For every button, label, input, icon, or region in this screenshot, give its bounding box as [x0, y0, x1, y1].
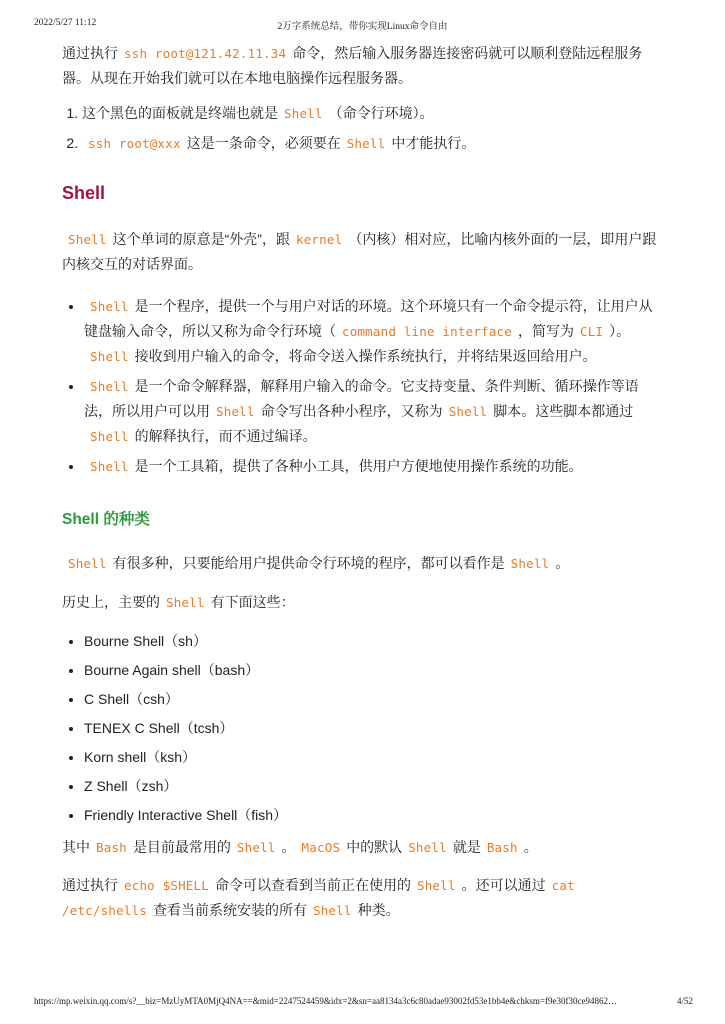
paragraph-text: 其中 [62, 839, 90, 855]
inline-code: command line interface [342, 324, 512, 339]
inline-code: Shell [90, 379, 129, 394]
paragraph-text: 种类。 [357, 902, 400, 918]
paragraph-text: 命令可以查看到当前正在使用的 [214, 877, 411, 893]
list-text: 这是一条命令，必须要在 [186, 135, 341, 151]
inline-code: echo $SHELL [124, 878, 209, 893]
history-paragraph [62, 590, 664, 615]
bullet-item [84, 374, 664, 449]
inline-code: cat /etc/shells [62, 878, 575, 918]
print-header [0, 18, 725, 32]
bullet-text: 是一个命令解释器，解释用户输入的命令。它支持变量、条件判断、循环操作等语法，所以用户可以用 [84, 378, 639, 419]
print-date: 2022/5/27 11:12 [34, 18, 97, 28]
inline-code: Shell [68, 232, 107, 247]
shell-kind-item: • Bourne Shell（sh） [84, 629, 664, 653]
intro-text: 通过执行 [62, 45, 118, 61]
intro-paragraph [62, 41, 664, 90]
bullet-text: 接收到用户输入的命令，将命令送入操作系统执行，并将结果返回给用户。 [134, 348, 597, 364]
page-number: 4/52 [676, 996, 693, 1006]
paragraph-text: 这个单词的原意是“外壳”，跟 [112, 231, 290, 247]
inline-code: MacOS [301, 840, 341, 855]
echo-paragraph [62, 873, 664, 923]
inline-code: Shell [312, 903, 352, 918]
shell-kind-item: • Z Shell（zsh） [84, 774, 664, 798]
paragraph-text: 就是 [452, 839, 481, 855]
bash-paragraph [62, 835, 664, 860]
section-heading-shell: Shell [62, 183, 106, 203]
paragraph-text: 有下面这些： [210, 594, 295, 610]
inline-code: Shell [408, 840, 447, 855]
bullet-text: 是一个程序，提供一个与用户对话的环境。这个环境只有一个命令提示符，让用户从键盘输入命令，所以又称为命令行环境（ [84, 298, 653, 339]
intro-text: 命令，然后输入服务器连接密码就可以顺利登陆远程服务器。从现在开始我们就可以在本地电脑操作远程服务器。 [62, 45, 643, 86]
paragraph-text: 通过执行 [62, 877, 118, 893]
print-footer [0, 996, 725, 1010]
inline-code: ssh root@xxx [88, 136, 181, 151]
inline-code: Shell [90, 459, 129, 474]
paragraph-text: 是目前最常用的 [132, 839, 231, 855]
bullet-text: 脚本。这些脚本都通过 [493, 403, 634, 419]
inline-code: Shell [346, 136, 386, 151]
inline-code: Shell [284, 106, 323, 121]
paragraph-text: 。 [523, 839, 538, 855]
shell-kinds-list [62, 629, 664, 827]
paragraph-text: （内核）相对应，比喻内核外面的一层，即用户跟内核交互的对话界面。 [62, 231, 657, 272]
kinds-paragraph [62, 551, 664, 576]
shell-bullet-list [62, 294, 664, 479]
shell-kind-item: • TENEX C Shell（tcsh） [84, 716, 664, 740]
print-url: https://mp.weixin.qq.com/s?__biz=MzUyMTA0MjQ4NA==&mid=2247524459&idx=2&sn=aa8134a3c6c80adae93002fd53e1bb4e&chksm=f9e30f30ce94862… [34, 996, 617, 1006]
paragraph-text: 有很多种，只要能给用户提供命令行环境的程序，都可以看作是 [112, 555, 505, 571]
list-text: （命令行环境）。 [328, 105, 434, 121]
shell-kind-item: • C Shell（csh） [84, 687, 664, 711]
inline-code: Shell [90, 429, 129, 444]
bullet-text: ，简写为 [517, 323, 574, 339]
shell-kind-item: • Korn shell（ksh） [84, 745, 664, 769]
shell-kind-item: • Bourne Again shell（bash） [84, 658, 664, 682]
inline-code: Shell [68, 556, 107, 571]
bullet-text: 是一个工具箱，提供了各种小工具，供用户方便地使用操作系统的功能。 [134, 458, 583, 474]
article-content [62, 41, 664, 923]
inline-code: Shell [416, 878, 456, 893]
ssh-command-code: ssh root@121.42.11.34 [124, 46, 287, 61]
inline-code: kernel [295, 232, 343, 247]
paragraph-text: 。还可以通过 [461, 877, 546, 893]
shell-description [62, 227, 664, 276]
ordered-list-item [82, 101, 664, 126]
paragraph-text: 中的默认 [346, 839, 403, 855]
bullet-text: ）。 [609, 323, 631, 339]
inline-code: Shell [166, 595, 205, 610]
inline-code: CLI [579, 324, 604, 339]
inline-code: Bash [486, 840, 518, 855]
list-text: 中才能执行。 [391, 135, 476, 151]
ordered-list [62, 101, 664, 156]
shell-kind-item: • Friendly Interactive Shell（fish） [84, 803, 664, 827]
bullet-text: 的解释执行，而不通过编译。 [134, 428, 317, 444]
bullet-item [84, 454, 664, 479]
inline-code: Bash [96, 840, 127, 855]
paragraph-text: 。 [555, 555, 570, 571]
inline-code: Shell [236, 840, 276, 855]
inline-code: Shell [216, 404, 255, 419]
paragraph-text: 查看当前系统安装的所有 [152, 902, 307, 918]
ordered-list-item [82, 131, 664, 156]
inline-code: Shell [90, 349, 129, 364]
bullet-text: 命令写出各种小程序，又称为 [260, 403, 443, 419]
inline-code: Shell [90, 299, 129, 314]
list-text: 这个黑色的面板就是终端也就是 [82, 105, 278, 121]
inline-code: Shell [448, 404, 488, 419]
bullet-item [84, 294, 664, 369]
paragraph-text: 。 [281, 839, 296, 855]
section-heading-shell-kinds: Shell 的种类 [62, 511, 150, 528]
print-title: 2万字系统总结，带你实现Linux命令自由 [277, 22, 448, 32]
paragraph-text: 历史上，主要的 [62, 594, 160, 610]
inline-code: Shell [510, 556, 550, 571]
